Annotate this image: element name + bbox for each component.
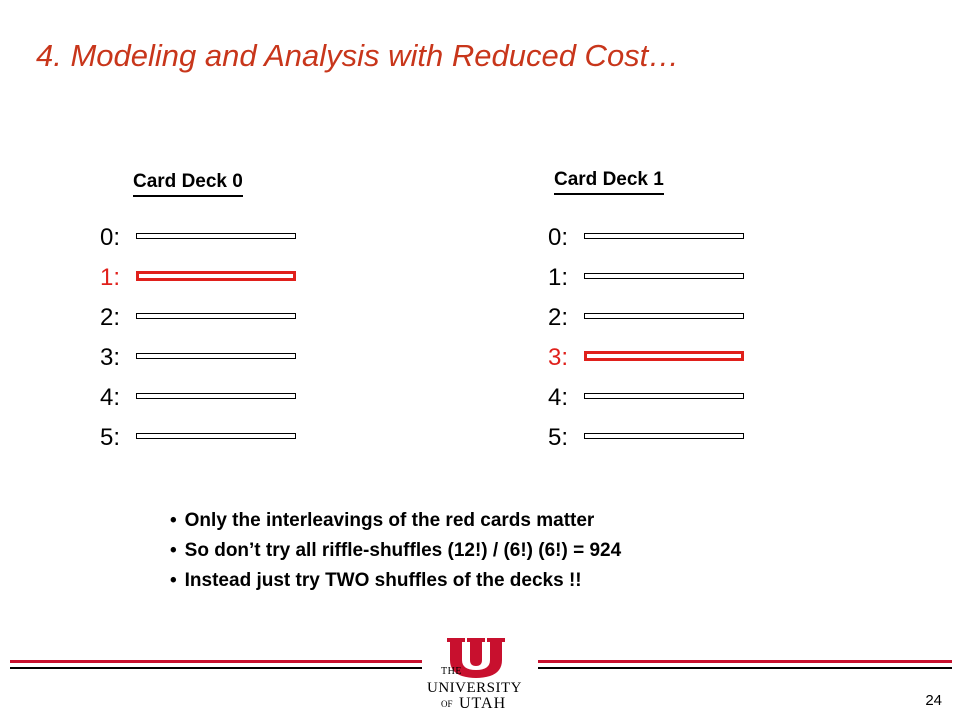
deck-1-card-2 (538, 304, 838, 344)
card-label: 0: (99, 224, 120, 251)
card-bar (136, 393, 296, 399)
card-bar-highlighted (584, 351, 744, 361)
card-label: 4: (99, 384, 120, 411)
deck-1-card-4 (538, 384, 838, 424)
card-label: 1: (547, 264, 568, 291)
footer-red-line-right (538, 660, 952, 663)
bullet-item: • Instead just try TWO shuffles of the decks !! (170, 566, 621, 596)
deck-0-card-2 (90, 304, 390, 344)
card-label: 0: (547, 224, 568, 251)
card-label: 2: (547, 304, 568, 331)
logo-utah: UTAH (459, 695, 507, 712)
card-label: 4: (547, 384, 568, 411)
card-bar (584, 313, 744, 319)
footer-black-line-left (10, 667, 422, 669)
card-label: 5: (99, 424, 120, 451)
page-number: 24 (925, 692, 942, 709)
footer-red-line-left (10, 660, 422, 663)
deck-0-card-0 (90, 224, 390, 264)
card-label: 5: (547, 424, 568, 451)
logo-university: UNIVERSITY (427, 680, 522, 696)
card-bar-highlighted (136, 271, 296, 281)
card-bar (584, 393, 744, 399)
card-bar (136, 433, 296, 439)
logo-of: OF (441, 699, 453, 709)
university-of-utah-logo (427, 636, 533, 716)
logo-the: THE (441, 666, 462, 677)
card-bar (136, 353, 296, 359)
deck-1-card-3 (538, 344, 838, 384)
bullet-item: • Only the interleavings of the red cards matter (170, 506, 621, 536)
deck-1-card-1 (538, 264, 838, 304)
card-label: 2: (99, 304, 120, 331)
card-label-highlighted: 1: (99, 264, 120, 291)
deck-1-title: Card Deck 1 (554, 168, 664, 195)
deck-0-card-4 (90, 384, 390, 424)
card-label: 3: (99, 344, 120, 371)
slide-title: 4. Modeling and Analysis with Reduced Cost… (36, 38, 680, 73)
deck-1-card-5 (538, 424, 838, 464)
card-bar (136, 313, 296, 319)
card-bar (136, 233, 296, 239)
bullet-list (170, 506, 621, 596)
deck-0-card-1 (90, 264, 390, 304)
deck-0-title: Card Deck 0 (133, 170, 243, 197)
deck-1-card-0 (538, 224, 838, 264)
deck-0-card-5 (90, 424, 390, 464)
bullet-item: • So don’t try all riffle-shuffles (12!) / (6!) (6!) = 924 (170, 536, 621, 566)
deck-0-card-3 (90, 344, 390, 384)
card-bar (584, 433, 744, 439)
footer-black-line-right (538, 667, 952, 669)
card-bar (584, 273, 744, 279)
card-label-highlighted: 3: (547, 344, 568, 371)
card-bar (584, 233, 744, 239)
